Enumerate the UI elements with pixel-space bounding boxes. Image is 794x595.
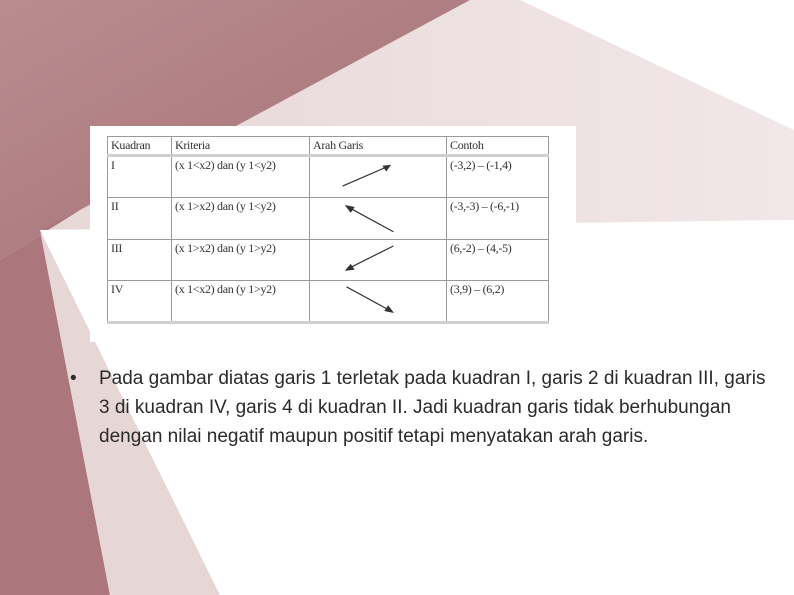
header-contoh: Contoh — [447, 137, 549, 156]
table-row — [108, 156, 549, 198]
kriteria-cell: (x 1<x2) dan (y 1<y2) — [172, 156, 310, 198]
kuadran-cell: I — [108, 156, 172, 198]
kriteria-cell: (x 1<x2) dan (y 1>y2) — [172, 281, 310, 323]
header-kriteria: Kriteria — [172, 137, 310, 156]
contoh-cell: (3,9) – (6,2) — [447, 281, 549, 323]
kriteria-cell: (x 1>x2) dan (y 1<y2) — [172, 197, 310, 239]
arrow-cell — [310, 156, 447, 198]
kuadran-cell: II — [108, 197, 172, 239]
arrow-down-left-icon — [310, 240, 446, 281]
bullet-text: Pada gambar diatas garis 1 terletak pada kuadran I, garis 2 di kuadran III, garis 3 di kuadran IV, garis 4 di kuadran II. Jadi kuadran garis tidak berhubungan dengan nilai negatif maupun positif tetapi menyatakan arah garis. — [99, 368, 766, 447]
table-row — [108, 239, 549, 281]
contoh-cell: (-3,2) – (-1,4) — [447, 156, 549, 198]
table-image — [90, 126, 576, 342]
bullet-marker: • — [70, 368, 77, 389]
kuadran-criteria-table — [107, 136, 549, 324]
arrow-down-right-icon — [310, 281, 446, 321]
header-arah-garis: Arah Garis — [310, 137, 447, 156]
table-row — [108, 281, 549, 323]
kriteria-cell: (x 1>x2) dan (y 1>y2) — [172, 239, 310, 281]
table-row — [108, 197, 549, 239]
arrow-up-left-icon — [310, 198, 446, 239]
contoh-cell: (6,-2) – (4,-5) — [447, 239, 549, 281]
arrow-cell — [310, 197, 447, 239]
contoh-cell: (-3,-3) – (-6,-1) — [447, 197, 549, 239]
kuadran-cell: III — [108, 239, 172, 281]
table-header-row — [108, 137, 549, 156]
arrow-cell — [310, 281, 447, 323]
header-kuadran: Kuadran — [108, 137, 172, 156]
arrow-cell — [310, 239, 447, 281]
arrow-up-right-icon — [310, 157, 446, 197]
kuadran-cell: IV — [108, 281, 172, 323]
